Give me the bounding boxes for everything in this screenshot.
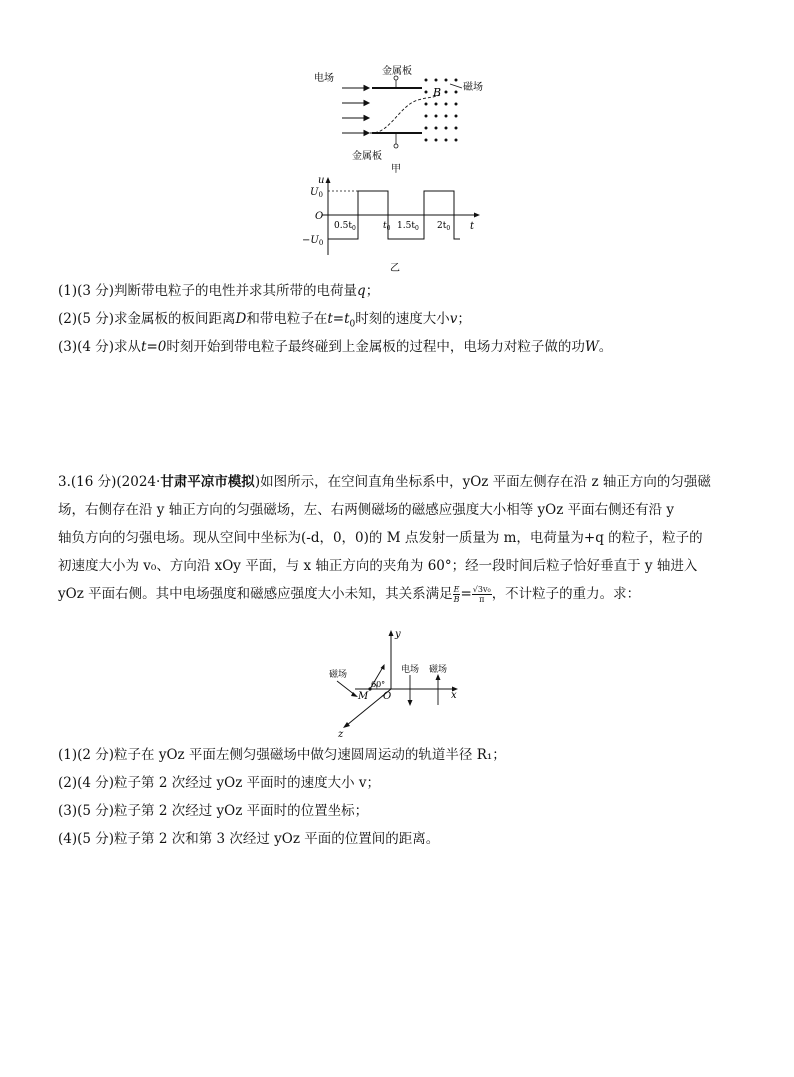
p3-source: 甘肃平凉市模拟: [160, 474, 255, 490]
label-B: B: [433, 86, 442, 99]
figure-yi: [300, 175, 490, 275]
axis-u: u: [318, 175, 325, 186]
p3-question-3: (3)(5 分)粒子第 2 次经过 yOz 平面时的位置坐标；: [58, 803, 369, 819]
label-origin-3d: O: [383, 691, 392, 702]
figure-jia: [300, 60, 500, 180]
caption-yi: 乙: [390, 263, 400, 274]
tick-t0: $t_0$: [383, 221, 391, 232]
caption-jia: 甲: [391, 164, 401, 175]
fraction-E-over-B: $\frac{E}{B}$: [453, 585, 460, 604]
label-magnetic-field: 磁场: [463, 82, 483, 93]
p3-line-5: yOz 平面右侧。其中电场强度和磁感应强度大小未知，其关系满足 $\frac{E}{B}$ = $\frac{\text{√3v₀}}{\pi}$ ，不计粒子的重力。求：: [58, 585, 641, 604]
label-origin: O: [315, 211, 324, 222]
fraction-root3v0-over-pi: $\frac{\text{√3v₀}}{\pi}$: [472, 585, 491, 604]
p3-stem: [58, 468, 748, 608]
axis-t: t: [470, 221, 475, 232]
label-U0: $U_0$: [310, 187, 323, 199]
p3-question-4: (4)(5 分)粒子第 2 次和第 3 次经过 yOz 平面的位置间的距离。: [58, 831, 440, 847]
label-electric: 电场: [401, 665, 420, 675]
tick-2t0: $2t_0$: [437, 221, 451, 232]
tick-0-5t0: $0.5t_0$: [334, 221, 356, 232]
label-magnetic-left: 磁场: [329, 670, 348, 680]
p3-question-1: (1)(2 分)粒子在 yOz 平面左侧匀强磁场中做匀速圆周运动的轨道半径 R₁；: [58, 747, 506, 763]
tick-1-5t0: $1.5t_0$: [397, 221, 419, 232]
axis-z: z: [338, 729, 344, 740]
p3-line-2: 场，右侧存在沿 y 轴正方向的匀强磁场，左、右两侧磁场的磁感应强度大小相等 yOz 平面右侧还有沿 y: [58, 502, 675, 518]
electric-field-arrows: [342, 86, 369, 136]
label-metal-plate-bottom: 金属板: [352, 151, 382, 162]
label-neg-U0: $-U_0$: [302, 235, 324, 247]
label-M: M: [358, 691, 369, 702]
p3-line-3: 轴负方向的匀强电场。现从空间中坐标为(-d，0，0)的 M 点发射一质量为 m，电荷量为+q 的粒子，粒子的: [58, 530, 703, 546]
p2-question-3: (3)(4 分)求从t=0时刻开始到带电粒子最终碰到上金属板的过程中，电场力对粒子做的功W。: [58, 339, 613, 355]
label-electric-field: 电场: [314, 73, 334, 84]
p2-question-2: (2)(5 分)求金属板的板间距离D和带电粒子在$t=t_0$时刻的速度大小v；: [58, 311, 471, 330]
label-magnetic-right: 磁场: [429, 665, 448, 675]
p3-question-2: (2)(4 分)粒子第 2 次经过 yOz 平面时的速度大小 v；: [58, 775, 381, 791]
label-angle-60: 60°: [371, 680, 386, 689]
axis-y: y: [395, 629, 401, 640]
axis-x: x: [451, 690, 457, 701]
label-metal-plate-top: 金属板: [382, 66, 412, 77]
p3-line-4: 初速度大小为 v₀、方向沿 xOy 平面，与 x 轴正方向的夹角为 60°；经一段时间后粒子恰好垂直于 y 轴进入: [58, 558, 698, 574]
p2-question-1: (1)(3 分)判断带电粒子的电性并求其所带的电荷量q；: [58, 283, 380, 299]
figure-3d-axes: [325, 625, 470, 740]
p3-line-1: 3.(16 分)(2024·甘肃平凉市模拟)如图所示，在空间直角坐标系中，yOz 平面左侧存在沿 z 轴正方向的匀强磁: [58, 474, 711, 490]
